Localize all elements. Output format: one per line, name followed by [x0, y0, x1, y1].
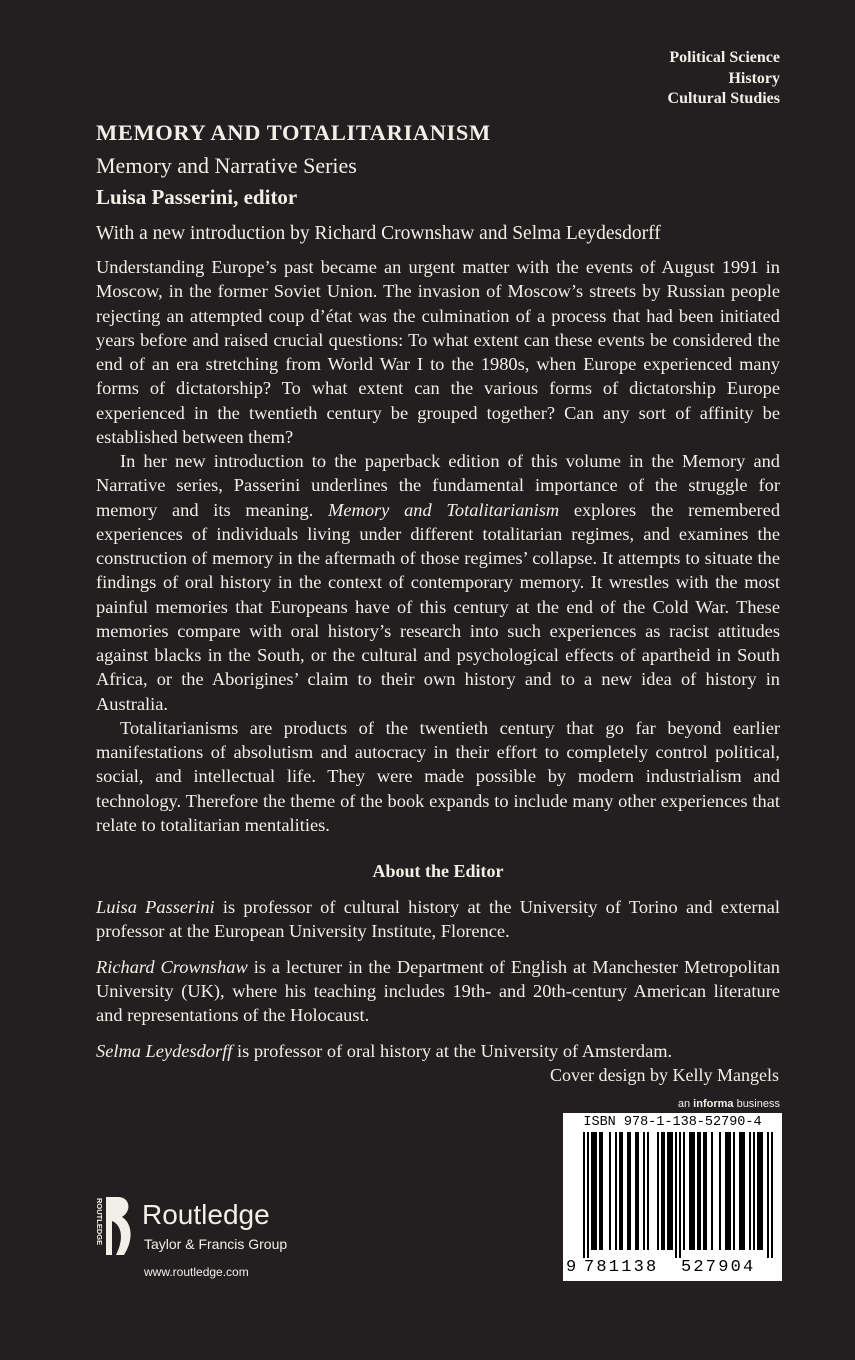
barcode-bar: [599, 1132, 601, 1250]
bio-text: is professor of oral history at the University of Amsterdam.: [232, 1041, 673, 1061]
barcode-bar: [591, 1132, 593, 1250]
barcode-bar: [663, 1132, 665, 1250]
bio-name: Luisa Passerini: [96, 897, 215, 917]
barcode-bar: [771, 1132, 773, 1258]
barcode-bar: [703, 1132, 705, 1250]
subject-cultural-studies: Cultural Studies: [667, 90, 780, 107]
routledge-logo-icon: [92, 1195, 134, 1257]
blurb-paragraph-2: [96, 449, 780, 716]
blurb-paragraph-2-start: In her new introduction to the paperback edition of this volume in the Memory and Narrative series, Passerini underlines the fundamental importance of the struggle for memory and its meaning.: [96, 451, 780, 520]
about-editor-heading: About the Editor: [372, 861, 504, 881]
barcode-bar: [587, 1132, 589, 1258]
barcode-bar: [697, 1132, 699, 1250]
introduction-note: With a new introduction by Richard Crownshaw and Selma Leydesdorff: [96, 223, 661, 244]
barcode-bar: [743, 1132, 745, 1250]
barcode-bars: [567, 1132, 778, 1258]
barcode-bar: [759, 1132, 761, 1250]
barcode-bar: [621, 1132, 623, 1250]
subject-history: History: [728, 69, 780, 87]
barcode-bar: [679, 1132, 681, 1258]
bio-text: is a lecturer in the Department of English at Manchester Metropolitan University (UK), where his teaching includes 19th- and 20th-century American literature and representations of the Holocaust.: [96, 957, 780, 1025]
barcode-bar: [729, 1132, 731, 1250]
barcode-bar: [583, 1132, 585, 1258]
bio-leydesdorff: [96, 1039, 780, 1063]
barcode-bar: [627, 1132, 629, 1250]
publisher-name: Routledge: [142, 1199, 270, 1230]
barcode-bar: [689, 1132, 691, 1250]
barcode-bar: [693, 1132, 695, 1250]
blurb-paragraph-3: Totalitarianisms are products of the twentieth century that go far beyond earlier manifestations of absolutism and autocracy in their effort to completely control political, social, and intellectual life. They were made possible by modern industrialism and technology. Therefore the theme of the book expands to include many other experiences that relate to totalitarian mentalities.: [96, 717, 780, 835]
barcode-bar: [757, 1132, 759, 1250]
barcode-bar: [741, 1132, 743, 1250]
barcode-bar: [595, 1132, 597, 1250]
book-title: MEMORY AND TOTALITARIANISM: [96, 120, 491, 145]
barcode-bar: [647, 1132, 649, 1250]
barcode-bar: [667, 1132, 669, 1250]
barcode-bar: [609, 1132, 611, 1250]
bio-passerini: [96, 895, 780, 943]
barcode-bar: [601, 1132, 603, 1250]
bio-name: Richard Crownshaw: [96, 957, 248, 977]
barcode-bar: [669, 1132, 671, 1250]
barcode-bar: [661, 1132, 663, 1250]
barcode-left-digits: 781138: [584, 1258, 659, 1277]
barcode-bar: [725, 1132, 727, 1250]
barcode-bar: [629, 1132, 631, 1250]
informa-brand: informa: [693, 1098, 734, 1110]
barcode-bar: [691, 1132, 693, 1250]
editor-name: Luisa Passerini, editor: [96, 185, 298, 209]
barcode-bar: [749, 1132, 751, 1250]
isbn-barcode: [563, 1113, 782, 1281]
bio-name: Selma Leydesdorff: [96, 1041, 233, 1061]
barcode-first-digit: 9: [566, 1258, 579, 1277]
routledge-side-text: ROUTLEDGE: [95, 1198, 104, 1246]
barcode-bar: [739, 1132, 741, 1250]
publisher-url: www.routledge.com: [144, 1265, 249, 1279]
barcode-bar: [671, 1132, 673, 1250]
informa-business-line: [678, 1098, 780, 1110]
bio-crownshaw: [96, 955, 780, 1027]
barcode-bar: [711, 1132, 713, 1250]
blurb-paragraph-2-end: explores the remembered experiences of individuals living under different totalitarian regimes, and examines the construction of memory in the aftermath of those regimes’ collapse. It attempts to situate the findings of oral history in the context of contemporary memory. It wrestles with the most painful memories that Europeans have of this century at the end of the Cold War. These memories compare with oral history’s research into such experiences as racist attitudes against blacks in the South, or the cultural and psychological effects of apartheid in South Africa, or the Aborigines’ claim to their own history and to a new idea of history in Australia.: [96, 499, 781, 714]
barcode-bar: [615, 1132, 617, 1250]
informa-prefix: an: [677, 1098, 694, 1110]
barcode-bar: [683, 1132, 685, 1250]
isbn-number: ISBN 978-1-138-52790-4: [583, 1115, 762, 1130]
barcode-bar: [733, 1132, 735, 1250]
barcode-bar: [619, 1132, 621, 1250]
barcode-bar: [593, 1132, 595, 1250]
barcode-bar: [637, 1132, 639, 1250]
barcode-bar: [675, 1132, 677, 1258]
bio-text: is professor of cultural history at the University of Torino and external professor at the European University Institute, Florence.: [96, 897, 781, 941]
barcode-right-digits: 527904: [681, 1258, 756, 1277]
barcode-bar: [719, 1132, 721, 1250]
barcode-bar: [727, 1132, 729, 1250]
barcode-bar: [705, 1132, 707, 1250]
subject-political-science: Political Science: [669, 49, 780, 66]
publisher-group: Taylor & Francis Group: [144, 1236, 288, 1252]
book-title-italic: Memory and Totalitarianism: [328, 499, 560, 520]
barcode-bar: [643, 1132, 645, 1250]
series-name: Memory and Narrative Series: [96, 153, 357, 178]
barcode-bar: [753, 1132, 755, 1250]
subject-categories: [668, 48, 780, 110]
barcode-bar: [699, 1132, 701, 1250]
barcode-bar: [657, 1132, 659, 1250]
informa-suffix: business: [733, 1098, 780, 1110]
blurb-paragraph-1: Understanding Europe’s past became an urgent matter with the events of August 1991 in Moscow, in the former Soviet Union. The invasion of Moscow’s streets by Russian people rejecting an attempted coup d’état was the culmination of a process that had been initiated years before and raised crucial questions: To what extent can these events be considered the end of an era stretching from World War I to the 1980s, when Europe experienced many forms of dictatorship? To what extent can the various forms of dictatorship Europe experienced in the twentieth century be grouped together? Can any sort of affinity be established between them?: [96, 257, 780, 447]
barcode-bar: [767, 1132, 769, 1258]
barcode-bar: [761, 1132, 763, 1250]
cover-design-credit: Cover design by Kelly Mangels: [550, 1065, 779, 1085]
blurb: [96, 255, 780, 837]
barcode-bar: [635, 1132, 637, 1250]
